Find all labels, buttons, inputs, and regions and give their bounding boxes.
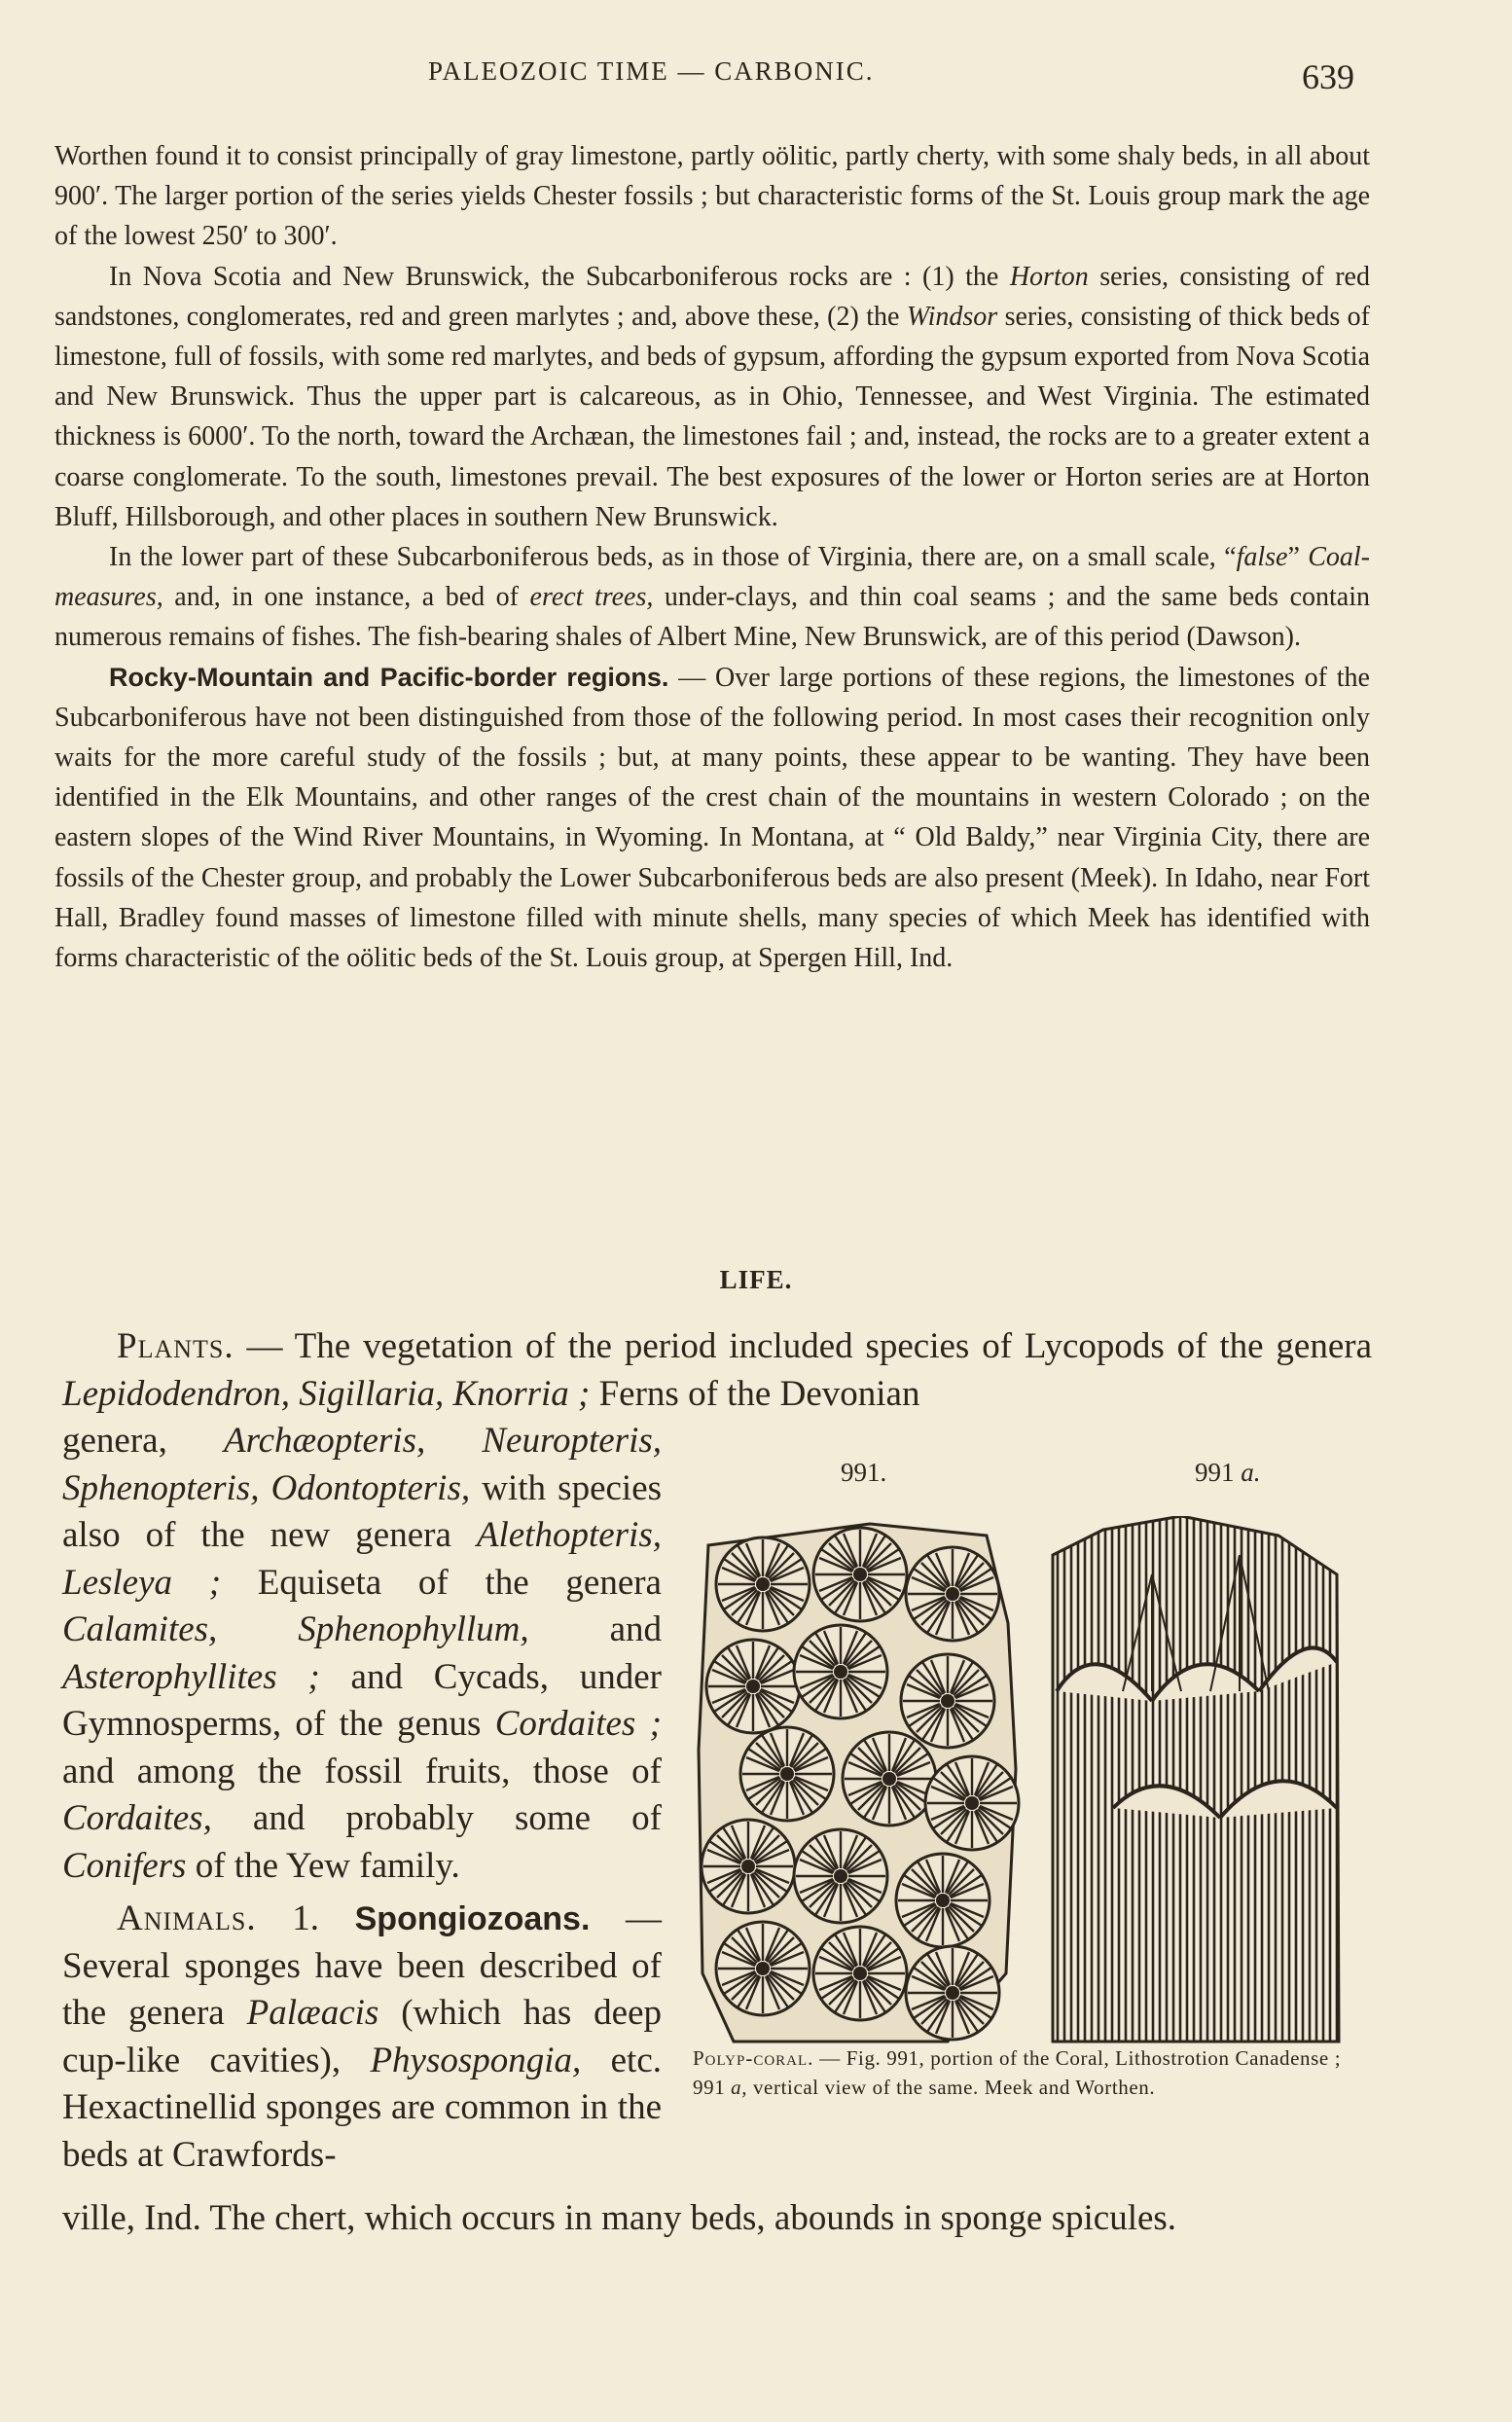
paragraph-worthen: Worthen found it to consist principally of gray limestone, partly oölitic, partly cherty, with some shaly beds, in all about 900′. The larger portion of the series yields Chester fossils ; but characteristic forms of the St. Louis group mark the age of the lowest 250′ to 300′. (54, 141, 1370, 252)
page-number: 639 (1302, 57, 1354, 96)
running-head: PALEOZOIC TIME — CARBONIC. (428, 56, 875, 86)
animals-label: Animals. (117, 1898, 257, 1938)
figure-caption: Polyp-coral. — Fig. 991, portion of the Coral, Lithostrotion Canadense ; 991 a, vertical view of the same. Meek and Worthen. (693, 2046, 1342, 2099)
life-heading: LIFE. (719, 1265, 793, 1294)
figure-label-991: 991. (841, 1458, 887, 1487)
paragraph-lower-part: In the lower part of these Subcarboniferous beds, as in those of Virginia, there are, on a small scale, “false” Coal-measures, and, in one instance, a bed of erect trees, under-clays, and thin coal seams ; and the same beds contain numerous remains of fishes. The fish-bearing shales of Albert Mine, New Brunswick, are of this period (Dawson). (54, 542, 1370, 653)
figure-label-991a: 991 a. (1195, 1458, 1261, 1487)
paragraph-animals: Animals. 1. Spongiozoans. — Several sponges have been described of the genera Palæacis (which has deep cup-like cavities), Physospongia, etc. Hexactinellid sponges are common in the beds at Crawfords- (62, 1898, 663, 2175)
coral-illustration (695, 1516, 1376, 2061)
paragraph-animals-continued: ville, Ind. The chert, which occurs in many beds, abounds in sponge spicules. (62, 2198, 1177, 2238)
paragraph-nova-scotia: In Nova Scotia and New Brunswick, the Subcarboniferous rocks are : (1) the Horton series, consisting of red sandstones, conglomerates, red and green marlytes ; and, above these, (2) the Windsor series, consisting of thick beds of limestone, full of fossils, with some red marlytes, and beds of gypsum, affording the gypsum exported from Nova Scotia and New Brunswick. Thus the upper part is calcareous, as in Ohio, Tennessee, and West Virginia. The estimated thickness is 6000′. To the north, toward the Archæan, the limestones fail ; and, instead, the rocks are to a greater extent a coarse conglomerate. To the south, limestones prevail. The best exposures of the lower or Horton series are at Horton Bluff, Hillsborough, and other places in southern New Brunswick. (54, 261, 1370, 532)
paragraph-rocky-mountain: Rocky-Mountain and Pacific-border regions. — Over large portions of these regions, the limestones of the Subcarboniferous have not been distinguished from those of the following period. In most cases their recognition only waits for the more careful study of the fossils ; but, at many points, these appear to be wanting. They have been identified in the Elk Mountains, and other ranges of the crest chain of the mountains in western Colorado ; on the eastern slopes of the Wind River Mountains, in Wyoming. In Montana, at “ Old Baldy,” near Virginia City, there are fossils of the Chester group, and probably the Lower Subcarboniferous beds are also present (Meek). In Idaho, near Fort Hall, Bradley found masses of limestone filled with minute shells, many species of which Meek has identified with forms characteristic of the oölitic beds of the St. Louis group, at Spergen Hill, Ind. (54, 662, 1370, 974)
paragraph-plants-wide: Plants. — The vegetation of the period included species of Lycopods of the genera Lepidodendron, Sigillaria, Knorria ; Ferns of the Devonian (62, 1326, 1372, 1414)
spongiozoans-heading: Spongiozoans. (354, 1900, 591, 1937)
caption-label: Polyp-coral. (693, 2046, 814, 2070)
plants-label: Plants. (117, 1326, 234, 1366)
section-heading-rocky-mountain: Rocky-Mountain and Pacific-border regions. (109, 662, 669, 692)
paragraph-plants-narrow: genera, Archæopteris, Neuropteris, Sphenopteris, Odontopteris, with species also of the new genera Alethopteris, Lesleya ; Equiseta of the genera Calamites, Sphenophyllum, and Asterophyllites ; and Cycads, under Gymnosperms, of the genus Cordaites ; and among the fossil fruits, those of Cordaites, and probably some of Conifers of the Yew family. (62, 1421, 663, 1886)
upper-text (54, 136, 1370, 978)
